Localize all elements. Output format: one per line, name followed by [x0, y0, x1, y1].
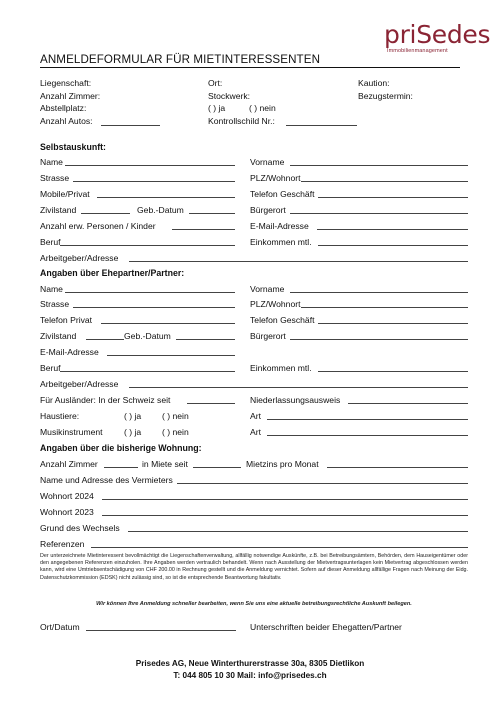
footer-address: Prisedes AG, Neue Winterthurerstrasse 30a, 8305 Dietlikon: [135, 659, 365, 668]
section-selbstauskunft-heading: Selbstauskunft:: [40, 142, 106, 152]
prev-anzahl-zimmer-label: Anzahl Zimmer: [40, 459, 98, 469]
partner-auslaender-field[interactable]: [187, 403, 235, 404]
partner-arbeitgeber-field[interactable]: [129, 387, 468, 388]
partner-name-field[interactable]: [65, 292, 235, 293]
self-einkommen-field[interactable]: [318, 245, 468, 246]
partner-telefon-geschaeft-field[interactable]: [318, 323, 468, 324]
disclaimer-emphasis: Wir können Ihre Anmeldung schneller bearbeiten, wenn Sie uns eine aktuelle betreibungsrechtliche Auskunft beilegen.: [96, 601, 412, 607]
partner-einkommen-label: Einkommen mtl.: [250, 363, 312, 373]
partner-plz-label: PLZ/Wohnort: [250, 299, 301, 309]
prev-referenzen-label: Referenzen: [40, 539, 85, 549]
prev-referenzen-field[interactable]: [91, 547, 468, 548]
prev-in-miete-seit-label: in Miete seit: [142, 459, 188, 469]
self-strasse-label: Strasse: [40, 173, 70, 183]
self-arbeitgeber-field[interactable]: [129, 261, 468, 262]
label-anzahl-autos: Anzahl Autos:: [40, 116, 93, 126]
musikinstrument-art-label: Art: [250, 427, 261, 437]
partner-beruf-field[interactable]: [60, 371, 235, 372]
self-beruf-field[interactable]: [60, 245, 235, 246]
self-telefon-geschaeft-field[interactable]: [318, 197, 468, 198]
label-stockwerk: Stockwerk:: [208, 91, 251, 101]
self-strasse-field[interactable]: [73, 181, 235, 182]
prev-wohnort-2024-field[interactable]: [102, 499, 468, 500]
partner-auslaender-label: Für Ausländer: In der Schweiz seit: [40, 395, 171, 405]
prev-wohnort-2023-label: Wohnort 2023: [40, 507, 94, 517]
label-bezugstermin: Bezugstermin:: [358, 91, 413, 101]
prev-wohnort-2023-field[interactable]: [102, 515, 468, 516]
self-personen-field[interactable]: [172, 229, 235, 230]
section-previous-heading: Angaben über die bisherige Wohnung:: [40, 443, 202, 453]
self-buergerort-field[interactable]: [290, 213, 468, 214]
form-title: ANMELDEFORMULAR FÜR MIETINTERESSENTEN: [40, 53, 321, 66]
self-email-label: E-Mail-Adresse: [250, 221, 309, 231]
self-mobile-field[interactable]: [97, 197, 235, 198]
self-name-field[interactable]: [65, 165, 235, 166]
signature-ort-datum-label: Ort/Datum: [40, 622, 80, 632]
haustiere-nein-option[interactable]: ( ) nein: [162, 411, 189, 421]
self-beruf-label: Beruf: [40, 237, 61, 247]
partner-vorname-field[interactable]: [290, 292, 468, 293]
prev-mietzins-field[interactable]: [327, 467, 468, 468]
musikinstrument-nein-option[interactable]: ( ) nein: [162, 427, 189, 437]
footer-contact: T: 044 805 10 30 Mail: info@prisedes.ch: [173, 671, 327, 680]
partner-email-label: E-Mail-Adresse: [40, 347, 99, 357]
self-personen-label: Anzahl erw. Personen / Kinder: [40, 221, 156, 231]
partner-telefon-privat-field[interactable]: [101, 323, 235, 324]
haustiere-art-field[interactable]: [267, 419, 468, 420]
partner-zivilstand-label: Zivilstand: [40, 331, 77, 341]
self-zivilstand-field[interactable]: [81, 213, 130, 214]
label-ort: Ort:: [208, 78, 223, 88]
partner-geb-datum-label: Geb.-Datum: [124, 331, 171, 341]
abstellplatz-nein-option[interactable]: ( ) nein: [249, 103, 276, 113]
self-telefon-geschaeft-label: Telefon Geschäft: [250, 189, 315, 199]
prev-grund-label: Grund des Wechsels: [40, 523, 120, 533]
prev-mietzins-label: Mietzins pro Monat: [246, 459, 319, 469]
self-arbeitgeber-label: Arbeitgeber/Adresse: [40, 253, 119, 263]
self-geb-datum-field[interactable]: [189, 213, 235, 214]
self-plz-field[interactable]: [301, 181, 468, 182]
self-email-field[interactable]: [317, 229, 468, 230]
self-vorname-label: Vorname: [250, 157, 285, 167]
partner-arbeitgeber-label: Arbeitgeber/Adresse: [40, 379, 119, 389]
partner-strasse-label: Strasse: [40, 299, 70, 309]
logo-wordmark: priSedes: [384, 20, 491, 49]
self-zivilstand-label: Zivilstand: [40, 205, 77, 215]
partner-plz-field[interactable]: [301, 307, 468, 308]
musikinstrument-label: Musikinstrument: [40, 427, 103, 437]
prev-vermieter-field[interactable]: [177, 483, 468, 484]
label-abstellplatz: Abstellplatz:: [40, 103, 87, 113]
abstellplatz-ja-option[interactable]: ( ) ja: [208, 103, 226, 113]
field-anzahl-autos[interactable]: [101, 125, 160, 126]
self-name-label: Name: [40, 157, 63, 167]
prev-wohnort-2024-label: Wohnort 2024: [40, 491, 94, 501]
musikinstrument-art-field[interactable]: [267, 435, 468, 436]
company-logo: [384, 20, 491, 54]
haustiere-art-label: Art: [250, 411, 261, 421]
logo-tagline: Immobilienmanagement: [387, 48, 448, 54]
haustiere-label: Haustiere:: [40, 411, 80, 421]
musikinstrument-ja-option[interactable]: ( ) ja: [124, 427, 142, 437]
partner-vorname-label: Vorname: [250, 284, 285, 294]
section-partner-heading: Angaben über Ehepartner/Partner:: [40, 268, 185, 278]
partner-strasse-field[interactable]: [73, 307, 235, 308]
self-vorname-field[interactable]: [290, 165, 468, 166]
self-geb-datum-label: Geb.-Datum: [137, 205, 184, 215]
partner-buergerort-label: Bürgerort: [250, 331, 286, 341]
partner-telefon-privat-label: Telefon Privat: [40, 315, 93, 325]
label-liegenschaft: Liegenschaft:: [40, 78, 92, 88]
self-einkommen-label: Einkommen mtl.: [250, 237, 312, 247]
self-plz-label: PLZ/Wohnort: [250, 173, 301, 183]
disclaimer-text: Der unterzeichnete Mietinteressent bevollmächtigt die Liegenschaftenverwaltung, allfällig notwendige Auskünfte, z.B. bei Betreibungsämtern, Behörden, dem Hauseigentümer oder den angegebenen Referenzen einzuholen. Ihre Angaben werden vertraulich behandelt. Wenn nach Ausstellung der Mietvertragsunterlagen kein Mietvertrag abgeschlossen werden kann, wird eine Umtriebsentschädigung von CHF 200.00 in Rechnung gestellt und die Anmeldung vernichtet. Sofern auf dieser Anmeldung allfällige Fragen nach Meinung der Eidg. Datenschutzkommission (EDSK) nicht zulässig sind, so ist die entsprechende Beantwortung fakultativ.: [40, 553, 468, 581]
label-kaution: Kaution:: [358, 78, 390, 88]
partner-name-label: Name: [40, 284, 63, 294]
partner-niederlassung-label: Niederlassungsausweis: [250, 395, 341, 405]
self-buergerort-label: Bürgerort: [250, 205, 286, 215]
label-kontrollschild: Kontrollschild Nr.:: [208, 116, 275, 126]
partner-niederlassung-field[interactable]: [348, 403, 468, 404]
haustiere-ja-option[interactable]: ( ) ja: [124, 411, 142, 421]
partner-telefon-geschaeft-label: Telefon Geschäft: [250, 315, 315, 325]
partner-buergerort-field[interactable]: [290, 339, 468, 340]
signature-ort-datum-field[interactable]: [86, 630, 236, 631]
field-kontrollschild[interactable]: [286, 125, 357, 126]
signature-unterschriften-label: Unterschriften beider Ehegatten/Partner: [250, 622, 402, 632]
partner-geb-datum-field[interactable]: [176, 339, 235, 340]
partner-email-field[interactable]: [107, 355, 235, 356]
partner-beruf-label: Beruf: [40, 363, 61, 373]
prev-in-miete-seit-field[interactable]: [193, 467, 241, 468]
title-divider: [40, 67, 460, 68]
prev-grund-field[interactable]: [128, 531, 468, 532]
prev-anzahl-zimmer-field[interactable]: [104, 467, 138, 468]
prev-vermieter-label: Name und Adresse des Vermieters: [40, 475, 173, 485]
partner-einkommen-field[interactable]: [318, 371, 468, 372]
self-mobile-label: Mobile/Privat: [40, 189, 90, 199]
partner-zivilstand-field[interactable]: [86, 339, 124, 340]
label-anzahl-zimmer: Anzahl Zimmer:: [40, 91, 101, 101]
